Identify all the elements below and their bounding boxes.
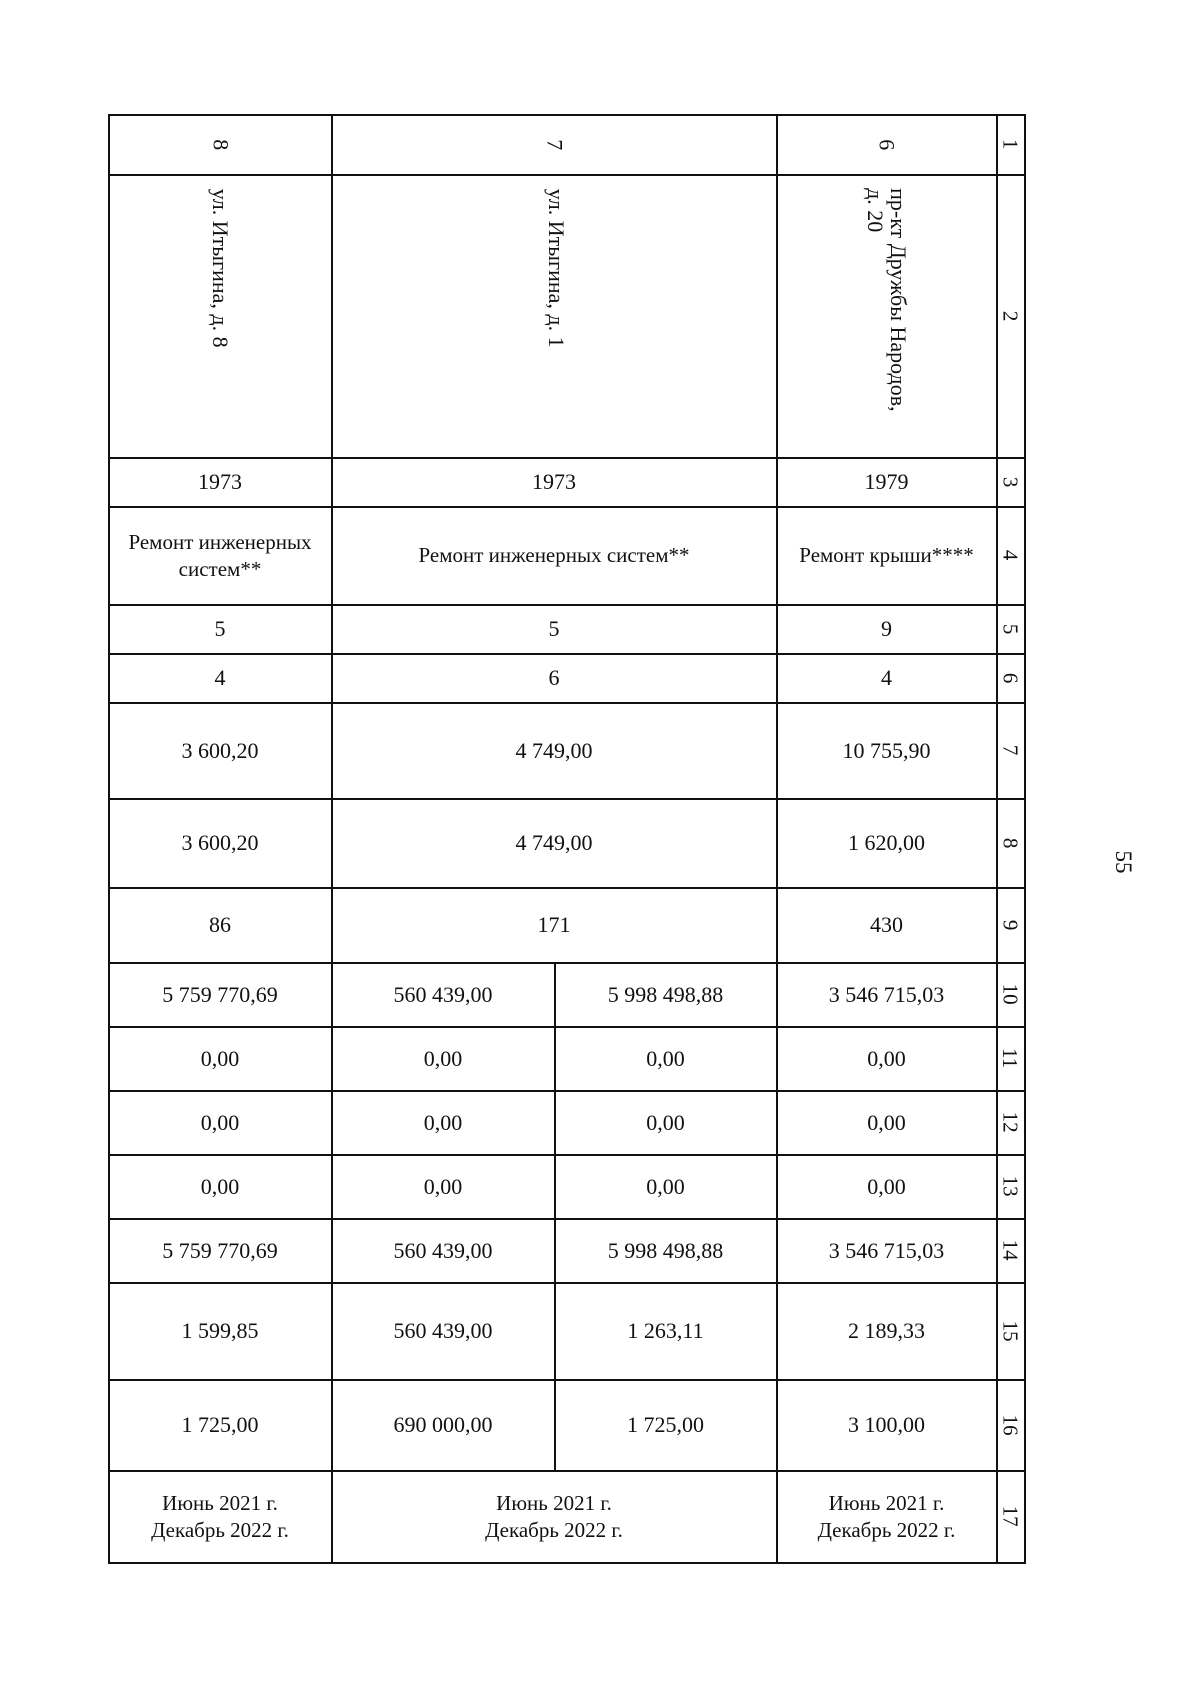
row-number-cell: 4: [998, 550, 1023, 561]
page-number: 55: [1111, 850, 1136, 874]
value-cell: 3 100,00: [848, 1412, 925, 1438]
row-number-cell: 8: [998, 837, 1023, 849]
row-number-cell: 17: [998, 1506, 1023, 1527]
value-cell: 1 620,00: [848, 830, 925, 856]
year-cell: 1973: [198, 469, 242, 495]
row-number-cell: 9: [998, 919, 1023, 931]
value-cell: 4 749,00: [515, 737, 593, 763]
value-cell: 430: [870, 912, 903, 938]
value-cell: 0,00: [646, 1045, 685, 1071]
table-border-bottom: [108, 1562, 1026, 1564]
record-number-cell: 8: [207, 139, 233, 150]
row-number-cell: 12: [998, 1112, 1023, 1133]
value-cell: 0,00: [423, 1045, 463, 1071]
work-type-cell: Ремонт крыши****: [799, 543, 974, 568]
value-cell: 3 600,20: [181, 830, 259, 856]
address-cell: пр-кт Дружбы Народов, д. 20: [863, 188, 912, 412]
value-cell: 0,00: [200, 1173, 240, 1199]
value-cell: 5 998 498,88: [607, 1237, 724, 1263]
value-cell: 5: [214, 616, 226, 642]
row-number-cell: 14: [998, 1240, 1023, 1261]
value-cell: 1 599,85: [181, 1318, 259, 1344]
value-cell: 560 439,00: [393, 1237, 493, 1263]
year-cell: 1979: [864, 469, 909, 495]
value-cell: 1 725,00: [627, 1412, 704, 1438]
row-number-cell: 1: [998, 139, 1023, 150]
value-cell: 3 546 715,03: [828, 1237, 945, 1263]
value-cell: 560 439,00: [393, 981, 493, 1007]
year-cell: 1973: [532, 469, 576, 495]
value-cell: 86: [209, 912, 231, 938]
value-cell: 3 600,20: [181, 737, 259, 763]
value-cell: 2 189,33: [848, 1318, 925, 1344]
value-cell: 5: [548, 616, 560, 642]
row-number-cell: 16: [998, 1414, 1023, 1436]
period-cell: Июнь 2021 г. Декабрь 2022 г.: [817, 1491, 956, 1542]
value-cell: 0,00: [867, 1109, 906, 1135]
work-type-cell: Ремонт инженерных систем**: [128, 530, 312, 581]
value-cell: 10 755,90: [842, 737, 931, 763]
value-cell: 1 725,00: [181, 1412, 259, 1438]
address-cell: ул. Итыгина, д. 1: [543, 188, 569, 348]
row-number-cell: 11: [998, 1048, 1023, 1069]
value-cell: 0,00: [867, 1173, 906, 1199]
row-number-cell: 15: [998, 1320, 1023, 1342]
value-cell: 560 439,00: [393, 1318, 493, 1344]
value-cell: 1 263,11: [627, 1318, 704, 1344]
period-cell: Июнь 2021 г. Декабрь 2022 г.: [151, 1491, 289, 1542]
value-cell: 9: [881, 616, 892, 642]
value-cell: 0,00: [200, 1109, 240, 1135]
value-cell: 4 749,00: [515, 830, 593, 856]
table-border-right: [1024, 114, 1026, 1564]
record-number-cell: 7: [541, 139, 567, 150]
period-cell: Июнь 2021 г. Декабрь 2022 г.: [485, 1491, 623, 1542]
value-cell: 0,00: [646, 1173, 685, 1199]
value-cell: 0,00: [200, 1045, 240, 1071]
value-cell: 0,00: [423, 1173, 463, 1199]
value-cell: 5 998 498,88: [607, 981, 724, 1007]
row-number-cell: 2: [998, 310, 1023, 322]
row-number-cell: 3: [998, 476, 1023, 488]
value-cell: 0,00: [867, 1045, 906, 1071]
value-cell: 0,00: [646, 1109, 685, 1135]
row-number-cell: 5: [998, 623, 1023, 635]
value-cell: 690 000,00: [393, 1412, 493, 1438]
value-cell: 3 546 715,03: [828, 981, 945, 1007]
row-number-cell: 13: [998, 1176, 1023, 1197]
value-cell: 6: [548, 665, 560, 691]
value-cell: 5 759 770,69: [162, 1237, 278, 1263]
value-cell: 171: [537, 912, 571, 938]
row-number-cell: 6: [998, 672, 1023, 684]
row-number-cell: 10: [998, 984, 1023, 1005]
address-cell: ул. Итыгина, д. 8: [207, 188, 233, 348]
row-number-cell: 7: [998, 745, 1023, 756]
record-number-cell: 6: [874, 139, 900, 150]
value-cell: 0,00: [423, 1109, 463, 1135]
work-type-cell: Ремонт инженерных систем**: [418, 543, 690, 568]
value-cell: 5 759 770,69: [162, 981, 278, 1007]
value-cell: 4: [881, 665, 892, 691]
value-cell: 4: [214, 665, 226, 691]
